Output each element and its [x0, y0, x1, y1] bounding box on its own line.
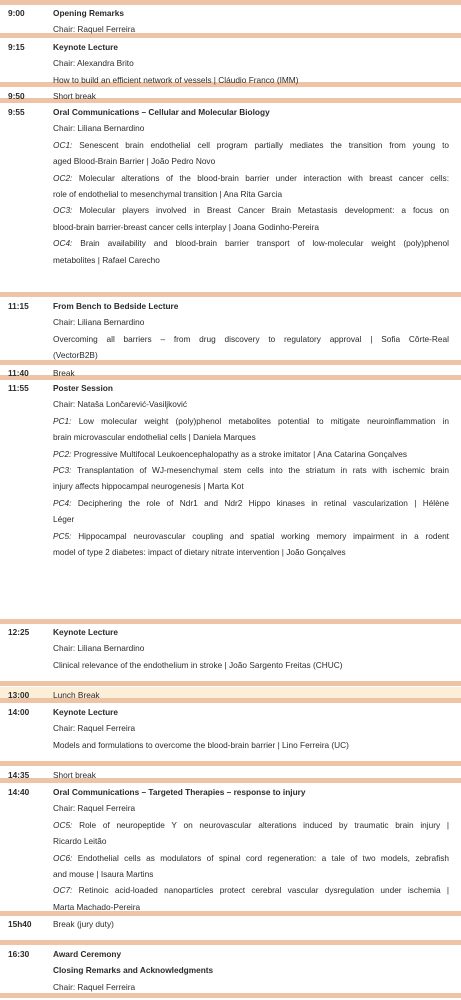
communication-entry: [53, 449, 407, 459]
line-text: metabolites | Rafael Carecho: [53, 254, 160, 265]
session-line: [53, 156, 215, 166]
line-text: Chair: Raquel Ferreira: [53, 723, 136, 734]
line-text: Retinoic acid-loaded nanoparticles protect cerebral vascular dysregulation under ischemia |: [78, 885, 450, 896]
session-line: [53, 660, 342, 670]
session-time: 11:55: [8, 383, 29, 393]
line-text: Oral Communications – Cellular and Molecular Biology: [53, 107, 270, 117]
line-text: Deciphering the role of Ndr1 and Ndr2 Hippo kinases in retinal vascularization | Hélène: [77, 497, 449, 508]
session-row: [0, 39, 461, 85]
session-line: [53, 547, 346, 557]
line-text: model of type 2 diabetes: impact of dietary nitrate intervention | João Gonçalves: [53, 547, 346, 557]
line-text: Progressive Multifocal Leukoencephalopathy as a stroke imitator | Ana Catarina Gonçalves: [73, 448, 408, 459]
session-row: [0, 767, 461, 778]
communication-code: OC1:: [53, 139, 73, 150]
communication-code: OC3:: [53, 205, 73, 216]
session-row: [0, 365, 461, 378]
line-text: Endothelial cells as modulators of spinal cord regeneration: a tale of two models, zebrafish: [77, 852, 449, 863]
line-text: Hippocampal neurovascular coupling and spatial working memory impairment in a rodent: [78, 530, 449, 541]
session-row: [0, 5, 461, 33]
session-time: 13:00: [8, 690, 30, 700]
line-text: Break: [53, 368, 75, 378]
session-title: [53, 42, 118, 52]
line-text: Role of neuropeptide Y on neurovascular alterations induced by traumatic brain injury |: [79, 819, 449, 830]
line-text: Chair: Liliana Bernardino: [53, 123, 145, 134]
session-time: 11:15: [8, 301, 29, 311]
communication-code: OC6:: [53, 852, 73, 863]
line-text: Short break: [53, 770, 96, 780]
session-divider: [0, 761, 461, 766]
communication-code: OC5:: [53, 819, 73, 830]
session-time: 9:15: [8, 42, 25, 52]
line-text: Award Ceremony: [53, 949, 122, 959]
line-text: Marta Machado-Pereira: [53, 901, 141, 912]
line-text: Chair: Raquel Ferreira: [53, 24, 136, 35]
line-text: role of endothelial to mesenchymal transition | Ana Rita Garcia: [53, 189, 283, 199]
communication-code: PC1:: [53, 415, 72, 426]
session-time: 9:55: [8, 107, 25, 117]
session-divider: [0, 993, 461, 998]
line-text: Chair: Nataša Lončarević-Vasiljković: [53, 399, 188, 410]
session-line: [53, 399, 187, 409]
session-time: 14:35: [8, 770, 30, 780]
communication-code: OC2:: [53, 172, 73, 183]
line-text: Lunch Break: [53, 690, 100, 700]
session-line: [53, 643, 144, 653]
session-line: [53, 24, 135, 34]
session-time: 12:25: [8, 627, 30, 637]
line-text: Overcoming all barriers – from drug discovery to regulatory approval | Sofia Côrte-Real: [53, 333, 449, 344]
line-text: Ricardo Leitão: [53, 836, 107, 847]
line-text: Brain availability and blood-brain barrier transport of low-molecular weight (poly)phenol: [80, 238, 449, 249]
session-line: [53, 75, 298, 85]
line-text: and mouse | Isaura Martins: [53, 869, 154, 879]
line-text: (VectorB2B): [53, 350, 98, 361]
session-row: [0, 380, 461, 565]
communication-entry: [53, 238, 449, 248]
session-line: [53, 255, 160, 265]
session-line: [53, 334, 449, 344]
session-row: [0, 784, 461, 912]
communication-entry: [53, 498, 449, 508]
session-row: [0, 624, 461, 681]
communication-code: PC2:: [53, 448, 72, 459]
line-text: Molecular alterations of the blood-brain barrier under interaction with breast cancer cells:: [78, 172, 449, 183]
session-title: [53, 301, 178, 311]
line-text: Chair: Alexandra Brito: [53, 58, 134, 69]
session-line: [53, 803, 135, 813]
session-row: [0, 704, 461, 761]
line-text: Models and formulations to overcome the blood-brain barrier | Lino Ferreira (UC): [53, 739, 349, 750]
session-time: 9:00: [8, 8, 25, 18]
line-text: aged Blood-Brain Barrier | João Pedro Novo: [53, 156, 216, 167]
session-line: [53, 481, 244, 491]
communication-code: OC4:: [53, 238, 73, 249]
session-line: [53, 222, 319, 232]
line-text: Short break: [53, 91, 96, 101]
line-text: Keynote Lecture: [53, 42, 119, 52]
session-row: [0, 687, 461, 698]
session-line: [53, 58, 134, 68]
session-line: [53, 723, 135, 733]
line-text: Chair: Raquel Ferreira: [53, 803, 136, 814]
line-text: Opening Remarks: [53, 8, 125, 18]
session-title: [53, 707, 118, 717]
session-line: [53, 189, 282, 199]
session-line: [53, 770, 96, 780]
line-text: Chair: Liliana Bernardino: [53, 643, 145, 654]
session-title: [53, 107, 270, 117]
session-line: [53, 982, 135, 992]
session-line: [53, 123, 144, 133]
line-text: Transplantation of WJ-mesenchymal stem cells into the striatum in rats with ischemic brain: [76, 465, 449, 475]
session-line: [53, 869, 153, 879]
session-line: [53, 317, 144, 327]
session-divider: [0, 681, 461, 686]
session-title: [53, 627, 118, 637]
line-text: Léger: [53, 514, 75, 525]
communication-entry: [53, 853, 449, 863]
line-text: Low molecular weight (poly)phenol metabolites potential to mitigate neuroinflammation in: [78, 415, 450, 426]
line-text: Clinical relevance of the endothelium in stroke | João Sargento Freitas (CHUC): [53, 659, 343, 670]
communication-entry: [53, 205, 449, 215]
session-title: [53, 8, 124, 18]
session-row: [0, 104, 461, 272]
session-title: [53, 949, 121, 959]
line-text: From Bench to Bedside Lecture: [53, 301, 179, 311]
session-divider: [0, 292, 461, 297]
line-text: Closing Remarks and Acknowledgments: [53, 965, 214, 976]
line-text: Keynote Lecture: [53, 627, 119, 637]
session-time: 16:30: [8, 949, 30, 959]
session-row: [0, 946, 461, 993]
communication-entry: [53, 416, 449, 426]
line-text: Keynote Lecture: [53, 707, 119, 717]
communication-entry: [53, 465, 449, 475]
session-line: [53, 690, 100, 700]
session-title: [53, 965, 213, 975]
session-divider: [0, 940, 461, 945]
session-time: 11:40: [8, 368, 29, 378]
session-title: [53, 787, 306, 797]
session-title: [53, 383, 113, 393]
communication-code: OC7:: [53, 885, 73, 896]
session-line: [53, 432, 256, 442]
session-line: [53, 836, 107, 846]
line-text: injury affects hippocampal neurogenesis | Marta Kot: [53, 481, 244, 492]
session-time: 9:50: [8, 91, 25, 101]
session-line: [53, 350, 98, 360]
line-text: Poster Session: [53, 383, 113, 393]
communication-entry: [53, 531, 449, 541]
session-time: 15h40: [8, 919, 32, 929]
line-text: Senescent brain endothelial cell program partially mediates the transition from young to: [79, 139, 449, 150]
communication-code: PC3:: [53, 465, 72, 475]
line-text: Oral Communications – Targeted Therapies – response to injury: [53, 787, 306, 797]
line-text: Molecular players involved in Breast Cancer Brain Metastasis development: a focus on: [79, 205, 449, 216]
session-row: [0, 298, 461, 360]
line-text: Chair: Raquel Ferreira: [53, 981, 136, 992]
session-time: 14:40: [8, 787, 30, 797]
communication-entry: [53, 820, 449, 830]
line-text: Break (jury duty): [53, 919, 114, 929]
session-line: [53, 740, 349, 750]
communication-entry: [53, 140, 449, 150]
communication-entry: [53, 885, 449, 895]
communication-code: PC4:: [53, 497, 72, 508]
line-text: brain microvascular endothelial cells | Daniela Marques: [53, 432, 256, 443]
session-row: [0, 88, 461, 101]
session-line: [53, 514, 74, 524]
session-time: 14:00: [8, 707, 30, 717]
communication-code: PC5:: [53, 530, 72, 541]
communication-entry: [53, 173, 449, 183]
session-row: [0, 916, 461, 940]
session-line: [53, 368, 75, 378]
session-line: [53, 919, 114, 929]
line-text: blood-brain barrier-breast cancer cells interplay | Joana Godinho-Pereira: [53, 221, 319, 232]
line-text: Chair: Liliana Bernardino: [53, 317, 145, 328]
line-text: How to build an efficient network of vessels | Cláudio Franco (IMM): [53, 74, 299, 85]
session-line: [53, 91, 96, 101]
session-line: [53, 902, 140, 912]
